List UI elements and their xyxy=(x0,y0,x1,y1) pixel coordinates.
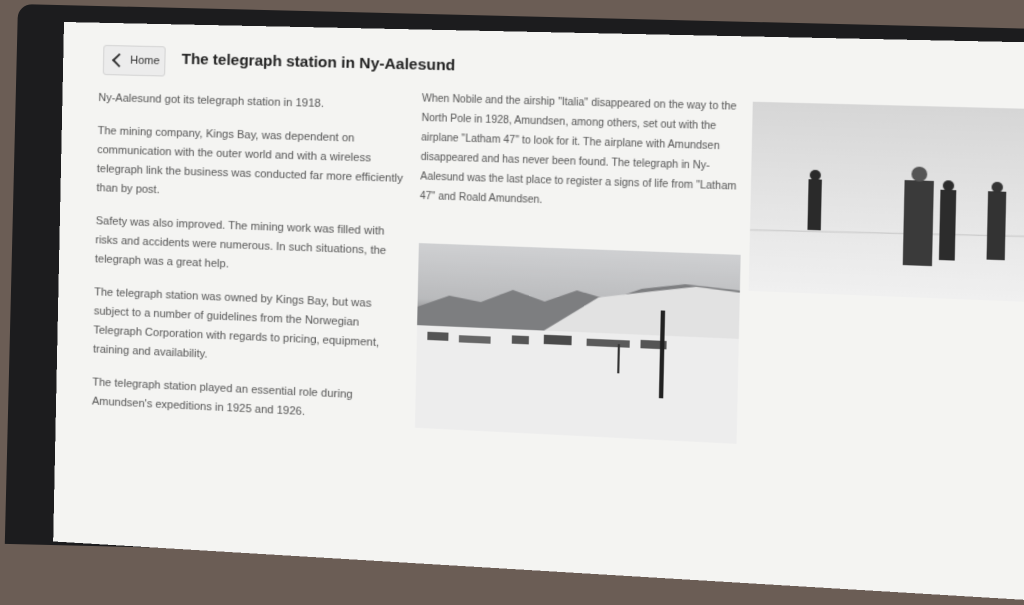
chevron-left-icon xyxy=(112,53,126,67)
kiosk-screen xyxy=(53,22,1024,605)
middle-text-column xyxy=(420,89,744,217)
people-illustration xyxy=(749,102,1024,306)
paragraph: The telegraph station played an essential role during Amundsen's expeditions in 1925 and 1926. xyxy=(91,376,353,419)
paragraph: Safety was also improved. The mining work was filled with risks and accidents were numerous. In such situations, the telegraph was a great help. xyxy=(94,215,387,271)
paragraph: The telegraph station was owned by Kings Bay, but was subject to a number of guidelines from the Norwegian Telegraph Corporation with regards to pricing, equipment, training and availability. xyxy=(92,286,380,361)
left-text-column xyxy=(91,89,405,441)
snow-landscape-photo xyxy=(415,243,741,444)
paragraph: The mining company, Kings Bay, was dependent on communication with the outer world and with a wireless telegraph link the business was conducted far more efficiently than by post. xyxy=(96,124,403,197)
landscape-illustration xyxy=(415,243,741,444)
home-button[interactable] xyxy=(103,45,166,77)
people-on-snow-photo xyxy=(749,102,1024,306)
paragraph: When Nobile and the airship "Italia" disappeared on the way to the North Pole in 1928, Amundsen, among others, set out with the airplane "Latham 47" to look for it. The airplane with Amundsen disappeared and has never been found. The telegraph in Ny-Aalesund was the last place to register a signs of life from "Latham 47" and Roald Amundsen. xyxy=(419,93,737,207)
page-title: The telegraph station in Ny-Aalesund xyxy=(181,50,456,75)
paragraph: Ny-Aalesund got its telegraph station in 1918. xyxy=(98,91,325,111)
home-button-label: Home xyxy=(130,54,160,68)
